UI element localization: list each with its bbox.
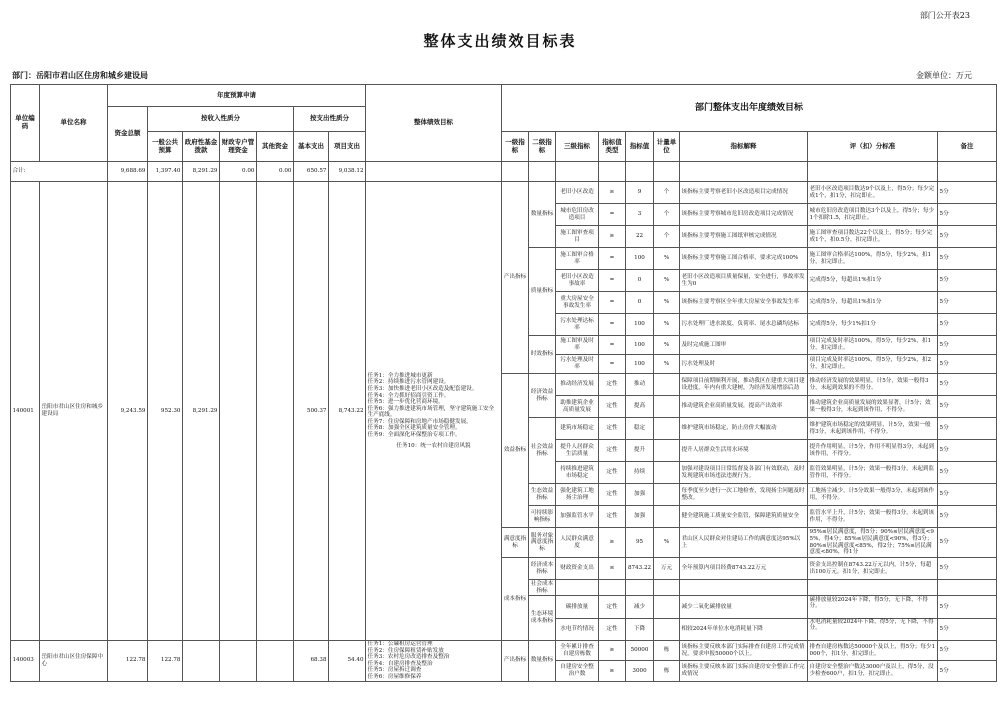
indicator-name: 全年累计排查自建房栋数 <box>556 641 599 661</box>
indicator-remark: 5分 <box>938 204 997 226</box>
indicator-type: 定性 <box>599 374 626 396</box>
indicator-type: = <box>599 292 626 314</box>
indicator-value: 100 <box>626 355 654 374</box>
page-number: 部门公开表23 <box>919 11 970 20</box>
indicator-unit <box>654 462 680 484</box>
indicator-remark: 5分 <box>938 440 997 462</box>
indicator-value: 提高 <box>626 396 654 418</box>
indicator-value: 加强 <box>626 506 654 528</box>
indicator-explain: 污水处理及时 <box>680 355 808 374</box>
indicator-unit <box>654 418 680 440</box>
indicator-name: 老旧小区改造 <box>556 182 599 204</box>
indicator-explain: 老旧小区改造项目质量保量，安全进行，事故率发生为0 <box>680 270 808 292</box>
indicator-explain-pair <box>680 596 808 641</box>
page-title: 整体支出绩效目标表 <box>423 32 577 50</box>
indicator-standard: 施工图审合格率达100%，得5分，每少2%，扣1分，扣完即止。 <box>808 248 938 270</box>
lvl2-economic: 经济效益指标 <box>529 374 556 418</box>
indicator-remark: 5分 <box>938 292 997 314</box>
task-item: 任务9：全面深化环保整治专项工作。 <box>367 432 461 439</box>
unit2-project: 54.40 <box>329 641 366 682</box>
indicator-explain: 该指标主要考察区全年重大房屋安全事故发生率 <box>680 292 808 314</box>
unit2-gov-fund <box>183 641 220 682</box>
indicator-standard: 监管水平上升，计5分；效果一般得3分，未起到该作用，不得分。 <box>808 506 938 528</box>
total-amount: 9,688.69 <box>108 162 148 182</box>
indicator-standard: 城市危旧房改造项目数达3个以及上，得5分；每少1个扣除1.5，扣完即止。 <box>808 204 938 226</box>
indicator-type: 定性 <box>599 462 626 484</box>
header-unit-name: 单位名称 <box>40 85 108 162</box>
indicator-remark: 5分 <box>938 641 997 661</box>
lvl2-sustain: 可持续影响指标 <box>529 506 556 528</box>
header-explain: 指标解释 <box>680 132 808 162</box>
indicator-remark: 5分 <box>939 626 949 632</box>
indicator-name: 财政资金支出 <box>556 558 599 580</box>
indicator-standard: 资金支出控制在8743.22万元以内，计5分，每超出100万元，扣1分，扣完即止。 <box>808 558 938 580</box>
unit2-name: 岳阳市君山区住房保障中心 <box>40 641 108 682</box>
indicator-explain: 相较2024年单位水电消耗量下降 <box>681 626 763 632</box>
indicator-unit <box>654 619 679 640</box>
indicator-name: 水电节约情况 <box>560 626 594 632</box>
indicator-remark: 5分 <box>938 336 997 355</box>
indicator-standard: 自建房安全整治户数达3000户及以上，得5分，没少检查600户，扣1分，扣完即止。 <box>808 661 938 681</box>
indicator-unit: % <box>654 528 680 558</box>
indicator-remark: 5分 <box>938 484 997 506</box>
unit1-special-fund <box>220 182 257 641</box>
task-item: 任务7：住房保障和房地产市场稳健发展。 <box>367 418 472 425</box>
indicator-type: = <box>599 336 626 355</box>
indicator-remark: 5分 <box>938 182 997 204</box>
unit2-basic: 68.38 <box>294 641 329 682</box>
lvl1-benefit: 效益指标 <box>502 374 529 528</box>
indicator-standard: 工地扬尘减少，计5分效果一般得3分，未起到该作用，不得分。 <box>808 484 938 506</box>
unit2-lvl1-output: 产出指标 <box>502 641 529 682</box>
indicator-value: 50000 <box>626 641 654 661</box>
header-lvl3: 三级指标 <box>556 132 599 162</box>
indicator-unit: 万元 <box>654 558 680 580</box>
performance-table <box>10 84 997 682</box>
indicator-unit: % <box>654 336 680 355</box>
lvl1-cost: 成本指标 <box>502 558 529 641</box>
task-item: 任务4：自建房排查及整治 <box>367 660 433 667</box>
indicator-name: 强化建筑工地扬尘治理 <box>556 484 599 506</box>
indicator-explain: 全年预算内项目经费8743.22万元 <box>680 558 808 580</box>
indicator-name: 提升人居群众生活质量 <box>556 440 599 462</box>
indicator-standard: 推动经济发展的效果明显，计5分，效果一般得3分，未起到效果的不得分。 <box>808 374 938 396</box>
header-standard: 评（扣）分标准 <box>808 132 938 162</box>
unit1-code: 140001 <box>11 182 40 641</box>
unit1-name: 岳阳市君山区住房和城乡建设局 <box>40 182 108 641</box>
header-total: 资金总额 <box>108 107 148 162</box>
indicator-explain: 维护建筑市场稳定，防止房价大幅波动 <box>680 418 808 440</box>
indicator-value: 100 <box>626 336 654 355</box>
indicator-explain: 该指标主要考察施工图合格率，要求完成100% <box>680 248 808 270</box>
indicator-value: 提升 <box>626 440 654 462</box>
header-remark: 备注 <box>938 132 997 162</box>
indicator-unit: % <box>654 355 680 374</box>
indicator-unit: 个 <box>654 226 680 248</box>
indicator-unit <box>654 440 680 462</box>
task-item: 任务6：强力推进建筑市场管理，坚守建筑施工安全生产底线。 <box>367 405 495 419</box>
indicator-remark: 5分 <box>938 270 997 292</box>
task-item: 任务10：统一农村自建房风貌 <box>396 442 471 449</box>
indicator-name: 自建房安全整治户数 <box>556 661 599 681</box>
lvl2-quality: 质量指标 <box>529 248 556 336</box>
lvl2-social-cost: 社会成本指标 <box>529 580 556 596</box>
indicator-type: ≥ <box>599 661 626 681</box>
indicator-standard: 项目完成及时率达100%，得5分，每少2%，扣2分，扣完即止。 <box>808 355 938 374</box>
indicator-value: 0 <box>626 270 654 292</box>
task-item: 任务1：全力推进城市更新 <box>367 372 433 379</box>
indicator-type: 定性 <box>599 484 626 506</box>
indicator-remark: 5分 <box>938 226 997 248</box>
header-lvl1: 一级指标 <box>502 132 529 162</box>
indicator-remark: 5分 <box>938 558 997 580</box>
indicator-name-pair <box>556 596 599 641</box>
indicator-unit <box>654 484 680 506</box>
unit1-overall-goal <box>366 182 502 641</box>
indicator-name: 老旧小区改造事故率 <box>556 270 599 292</box>
indicator-type: = <box>599 204 626 226</box>
header-by-income: 按收入性质分 <box>148 107 294 132</box>
indicator-standard: 排查自建房栋数达50000个及以上，得5分；每少1000个，扣1分，扣完即止。 <box>808 641 938 661</box>
indicator-unit: % <box>654 292 680 314</box>
table-row <box>11 641 997 661</box>
indicator-name: 重大房屋安全事故发生率 <box>556 292 599 314</box>
header-measure: 计量单位 <box>654 132 680 162</box>
task-item: 任务5：进一步优化营商环境。 <box>367 399 444 406</box>
lvl2-econ-cost: 经济成本指标 <box>529 558 556 580</box>
task-item: 任务3：农村危房改造排查及整治 <box>367 654 450 661</box>
lvl2-quantity: 数量指标 <box>529 182 556 248</box>
indicator-value: 100 <box>626 248 654 270</box>
indicator-type: ≤ <box>599 558 626 580</box>
indicator-name: 助推建筑企业高质量发展 <box>556 396 599 418</box>
indicator-explain: 君山区人民群众对住建局工作的满意度达95%以上 <box>680 528 808 558</box>
header-general-budget: 一般公共预算 <box>148 132 183 162</box>
indicator-explain: 该指标主要考察老旧小区改造项目完成情况 <box>680 182 808 204</box>
indicator-type: ≥ <box>599 226 626 248</box>
header-special-fund: 财政专户管理资金 <box>220 132 257 162</box>
indicator-remark: 5分 <box>938 528 997 558</box>
indicator-unit <box>654 596 679 619</box>
unit1-other-fund <box>257 182 294 641</box>
indicator-name: 施工图审合格率 <box>556 248 599 270</box>
indicator-type: 定性 <box>599 596 625 619</box>
indicator-value: 0 <box>626 292 654 314</box>
total-other-fund: 0.00 <box>257 162 294 182</box>
indicator-explain: 及时完成施工图审 <box>680 336 808 355</box>
unit1-general-budget: 952.30 <box>148 182 183 641</box>
indicator-remark: 5分 <box>938 596 996 619</box>
indicator-value: 8743.22 <box>626 558 654 580</box>
indicator-type: 定性 <box>599 396 626 418</box>
indicator-remark: 5分 <box>938 355 997 374</box>
indicator-unit: 个 <box>654 182 680 204</box>
unit1-project: 8,743.22 <box>329 182 366 641</box>
indicator-explain: 该指标主要考察施工图纸审核完成情况 <box>680 226 808 248</box>
indicator-standard: 完成得5分，每少1%扣1分 <box>808 314 938 336</box>
indicator-explain: 健全建筑施工质量安全监管，保障建筑质量安全 <box>680 506 808 528</box>
unit-label: 金额单位：万元 <box>916 71 972 80</box>
indicator-standard: 老旧小区改造项目数达9个以及上，得5分；每少完成1个，扣1分，扣完即止。 <box>808 182 938 204</box>
indicator-unit <box>654 396 680 418</box>
total-row <box>11 162 997 182</box>
unit2-lvl2-quantity: 数量指标 <box>529 641 556 682</box>
lvl1-satisfaction: 满意度指标 <box>502 528 529 558</box>
indicator-remark: 5分 <box>938 396 997 418</box>
indicator-type: 定性 <box>599 418 626 440</box>
header-annual-budget: 年度预算申请 <box>108 85 366 107</box>
lvl2-eco: 生态效益指标 <box>529 484 556 506</box>
total-gov-fund: 8,291.29 <box>183 162 220 182</box>
indicator-unit: % <box>654 248 680 270</box>
indicator-value: 3 <box>626 204 654 226</box>
indicator-name: 施工图审查项目 <box>556 226 599 248</box>
header-lvl2: 二级指标 <box>529 132 556 162</box>
indicator-name: 污水处理达标率 <box>556 314 599 336</box>
unit2-special-fund <box>220 641 257 682</box>
indicator-name: 加强监管水平 <box>556 506 599 528</box>
indicator-explain: 该指标主要反映本部门实际排查自建房工作完成情况，要求申报50000个以上。 <box>680 641 808 661</box>
indicator-remark: 5分 <box>938 661 997 681</box>
indicator-unit: % <box>654 314 680 336</box>
lvl2-service: 服务对象满意度指标 <box>529 528 556 558</box>
header-basic: 基本支出 <box>294 132 329 162</box>
indicator-remark: 5分 <box>938 462 997 484</box>
indicator-unit <box>654 374 680 396</box>
task-item: 任务2：住房保障租赁补贴发放 <box>367 647 444 654</box>
indicator-type: ≥ <box>599 182 626 204</box>
total-general-budget: 1,397.40 <box>148 162 183 182</box>
department-label: 部门：岳阳市君山区住房和城乡建设局 <box>12 70 148 80</box>
indicator-type: ≥ <box>599 528 626 558</box>
indicator-explain: 保障项目前期顺利开展，推动我区在建重大项目建设进度，年内有重大建树，为经济发展增添后劲 <box>680 374 808 396</box>
indicator-unit-pair <box>654 596 680 641</box>
indicator-explain: 加强对建设项目日常监督及各部门有效联动，及时发现建筑市场违法违规行为。 <box>680 462 808 484</box>
header-project: 项目支出 <box>329 132 366 162</box>
indicator-unit: 栋 <box>654 661 680 681</box>
unit2-code: 140003 <box>11 641 40 682</box>
header-other-fund: 其他资金 <box>257 132 294 162</box>
indicator-value: 下降 <box>633 626 646 632</box>
total-label: 合计: <box>11 162 108 182</box>
indicator-explain: 该指标主要考察城市危旧房改造项目完成情况 <box>680 204 808 226</box>
indicator-explain: 污水处理厂进水浓度、负荷率、尾水总磷均达标 <box>680 314 808 336</box>
indicator-name: 施工图审及时率 <box>556 336 599 355</box>
indicator-unit: 个 <box>654 204 680 226</box>
unit2-overall-goal <box>366 641 502 682</box>
indicator-standard: 维护建筑市场稳定的效果明显，计5分，效果一般得3分，未起到该作用，不得分。 <box>808 418 938 440</box>
lvl1-output: 产出指标 <box>502 182 529 374</box>
indicator-remark: 5分 <box>938 506 997 528</box>
indicator-value: 100 <box>626 314 654 336</box>
indicator-name: 城市危旧房改造项目 <box>556 204 599 226</box>
header-overall-goal: 整体绩效目标 <box>366 85 502 162</box>
indicator-type: 定性 <box>599 506 626 528</box>
indicator-type-pair <box>599 596 626 641</box>
indicator-remark: 5分 <box>938 248 997 270</box>
indicator-name: 持续推进建筑市场稳定 <box>556 462 599 484</box>
indicator-explain: 该指标主要反映本部门实际自建房安全整治工作完成情况 <box>680 661 808 681</box>
task-item: 任务1：公廉租房运营管理 <box>367 641 433 647</box>
indicator-type: 定性 <box>599 440 626 462</box>
indicator-standard-pair <box>808 596 938 641</box>
indicator-value: 持续 <box>626 462 654 484</box>
indicator-standard: 完成得5分，每超出1%扣1分 <box>808 292 938 314</box>
indicator-value: 9 <box>626 182 654 204</box>
task-item: 任务4：全力抓好招商引资工作。 <box>367 392 450 399</box>
indicator-explain: 每季度至少进行一次工地检查，发现扬尘问题及时整改。 <box>680 484 808 506</box>
indicator-value: 稳定 <box>626 418 654 440</box>
indicator-standard: 施工图审查项目数达22个以及上，得5分；每少完成1个，扣0.5分，扣完即止。 <box>808 226 938 248</box>
indicator-remark: 5分 <box>938 374 997 396</box>
indicator-type: 定性 <box>606 626 618 632</box>
total-special-fund: 0.00 <box>220 162 257 182</box>
unit2-general-budget: 122.78 <box>148 641 183 682</box>
task-item: 任务5：房屋拆迁调查 <box>367 667 422 674</box>
indicator-remark: 5分 <box>938 418 997 440</box>
header-val-type: 指标值类型 <box>599 132 626 162</box>
indicator-value: 95 <box>626 528 654 558</box>
indicator-standard: 项目完成及时率达100%，得5分，每少2%，扣1分，扣完即止。 <box>808 336 938 355</box>
indicator-standard: 推动建筑企业高质量发展的效果显著，计5分；效果一般得3分，未起到该作用，不得分。 <box>808 396 938 418</box>
indicator-standard: 提升作用明显，计5分，作用不明显得3分，未起到该作用，不得分。 <box>808 440 938 462</box>
indicator-standard: 监管效果明显，计5分；效果一般得3分，未起到监管作用，不得分。 <box>808 462 938 484</box>
unit2-other-fund <box>257 641 294 682</box>
indicator-explain: 推动建筑企业高质量发展，提高产出效率 <box>680 396 808 418</box>
indicator-type: = <box>599 248 626 270</box>
task-item: 任务2：持续推进污水管网建设。 <box>367 379 450 386</box>
header-unit-code: 单位编码 <box>11 85 40 162</box>
task-item: 任务6：房屋维修保养 <box>367 673 422 680</box>
indicator-value-pair <box>626 596 654 641</box>
header-val: 指标值 <box>626 132 654 162</box>
unit1-gov-fund: 8,291.29 <box>183 182 220 641</box>
indicator-name: 建筑市场稳定 <box>556 418 599 440</box>
task-item: 任务3：加快推进老旧小区改造及配套建设。 <box>367 385 478 392</box>
indicator-unit: 栋 <box>654 641 680 661</box>
indicator-standard: 水电消耗量较2024年下降，得5分，无下降，不得分。 <box>809 618 934 632</box>
lvl2-social: 社会效益指标 <box>529 418 556 484</box>
indicator-explain: 减少二氧化碳排放量 <box>680 596 807 619</box>
indicator-explain: 提升人居群众生活用水环境 <box>680 440 808 462</box>
indicator-type: ≥ <box>599 641 626 661</box>
indicator-standard: 完成得5分，每超出1%扣1分 <box>808 270 938 292</box>
indicator-name: 人民群众满意度 <box>556 528 599 558</box>
total-basic: 650.57 <box>294 162 329 182</box>
table-row <box>11 182 997 204</box>
unit2-total: 122.78 <box>108 641 148 682</box>
indicator-value: 加强 <box>626 484 654 506</box>
header-gov-fund: 政府性基金拨款 <box>183 132 220 162</box>
task-item: 任务8：加强全区建筑质量安全管理。 <box>367 425 461 432</box>
indicator-value: 减少 <box>626 596 653 619</box>
indicator-name: 碳排放量 <box>556 596 598 619</box>
lvl2-env-cost: 生态环境成本指标 <box>529 596 556 641</box>
header-dept-goal: 部门整体支出年度绩效目标 <box>502 85 997 132</box>
indicator-type: = <box>599 355 626 374</box>
indicator-standard: 95%≤居民满意度，得5分；90%≤居民满意度<95%，得4分；85%≤居民满意度<90%，得3分；80%≤居民满意度<85%，得2分；75%≤居民满意度<80%，得1分 <box>808 528 938 558</box>
total-project: 9,038.12 <box>329 162 366 182</box>
indicator-standard: 碳排放量较2024年下降，得5分，无下降，不得分。 <box>808 597 937 619</box>
indicator-type: = <box>599 270 626 292</box>
unit1-total: 9,243.59 <box>108 182 148 641</box>
unit1-basic: 500.37 <box>294 182 329 641</box>
header-by-expense: 按支出性质分 <box>294 107 366 132</box>
indicator-value: 推动 <box>626 374 654 396</box>
indicator-unit: % <box>654 270 680 292</box>
indicator-unit <box>654 506 680 528</box>
indicator-name: 污水处理及时率 <box>556 355 599 374</box>
indicator-remark-pair <box>938 596 997 641</box>
indicator-value: 3000 <box>626 661 654 681</box>
indicator-name: 推动经济发展 <box>556 374 599 396</box>
indicator-type: = <box>599 314 626 336</box>
indicator-value: 22 <box>626 226 654 248</box>
lvl2-time: 时效指标 <box>529 336 556 374</box>
indicator-remark: 5分 <box>938 314 997 336</box>
